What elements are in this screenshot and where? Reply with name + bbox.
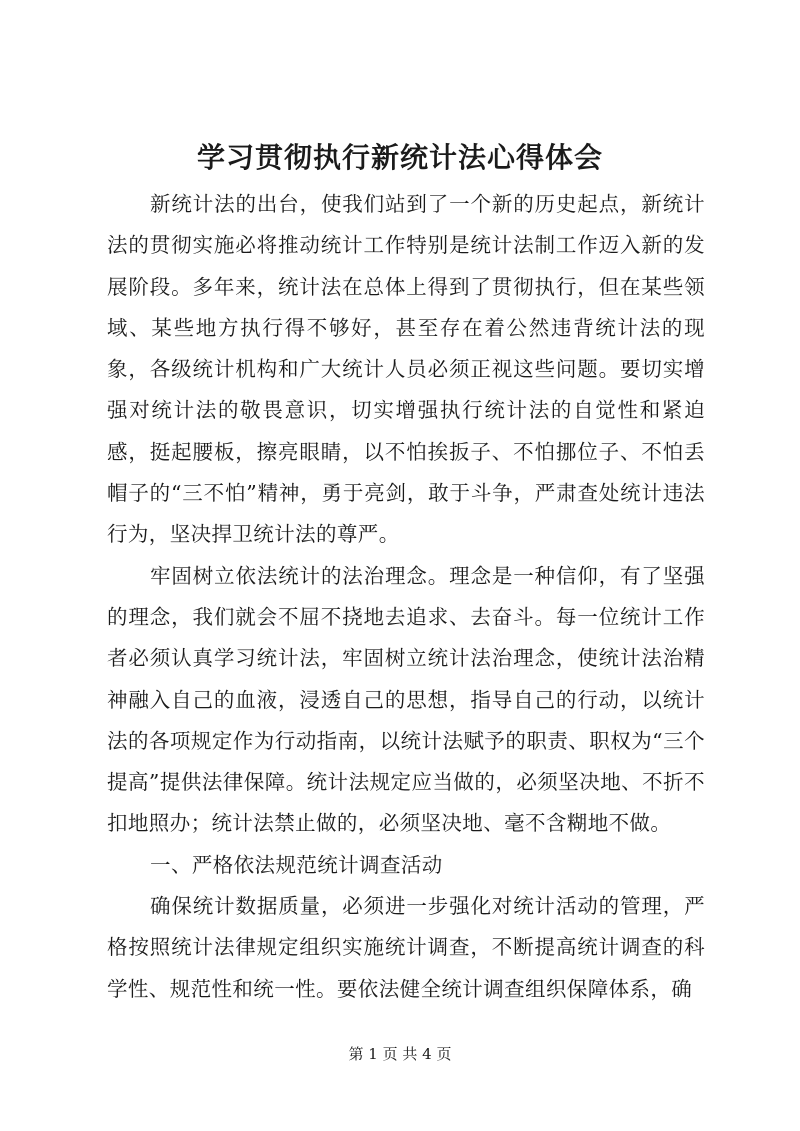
paragraph-2: 牢固树立依法统计的法治理念。理念是一种信仰，有了坚强的理念，我们就会不屈不挠地去追求、去奋斗。每一位统计工作者必须认真学习统计法，牢固树立统计法治理念，使统计法治精神融入自己的血液，浸透自己的思想，指导自己的行动，以统计法的各项规定作为行动指南，以统计法赋予的职责、职权为“三个提高”提供法律保障。统计法规定应当做的，必须坚决地、不折不扣地照办；统计法禁止做的，必须坚决地、毫不含糊地不做。 — [107, 563, 705, 836]
section-heading: 一、严格依法规范统计调查活动 — [150, 852, 443, 877]
document-body — [107, 184, 705, 1010]
paragraph-3: 确保统计数据质量，必须进一步强化对统计活动的管理，严格按照统计法律规定组织实施统计调查，不断提高统计调查的科学性、规范性和统一性。要依法健全统计调查组织保障体系，确 — [107, 894, 705, 1001]
paragraph-1: 新统计法的出台，使我们站到了一个新的历史起点，新统计法的贯彻实施必将推动统计工作特别是统计法制工作迈入新的发展阶段。多年来，统计法在总体上得到了贯彻执行，但在某些领域、某些地方执行得不够好，甚至存在着公然违背统计法的现象，各级统计机构和广大统计人员必须正视这些问题。要切实增强对统计法的敬畏意识，切实增强执行统计法的自觉性和紧迫感，挺起腰板，擦亮眼睛，以不怕挨扳子、不怕挪位子、不怕丢帽子的“三不怕”精神，勇于亮剑，敢于斗争，严肃查处统计违法行为，坚决捍卫统计法的尊严。 — [107, 192, 705, 547]
document-title: 学习贯彻执行新统计法心得体会 — [196, 141, 603, 174]
page-footer: 第 1 页 共 4 页 — [348, 1045, 452, 1063]
